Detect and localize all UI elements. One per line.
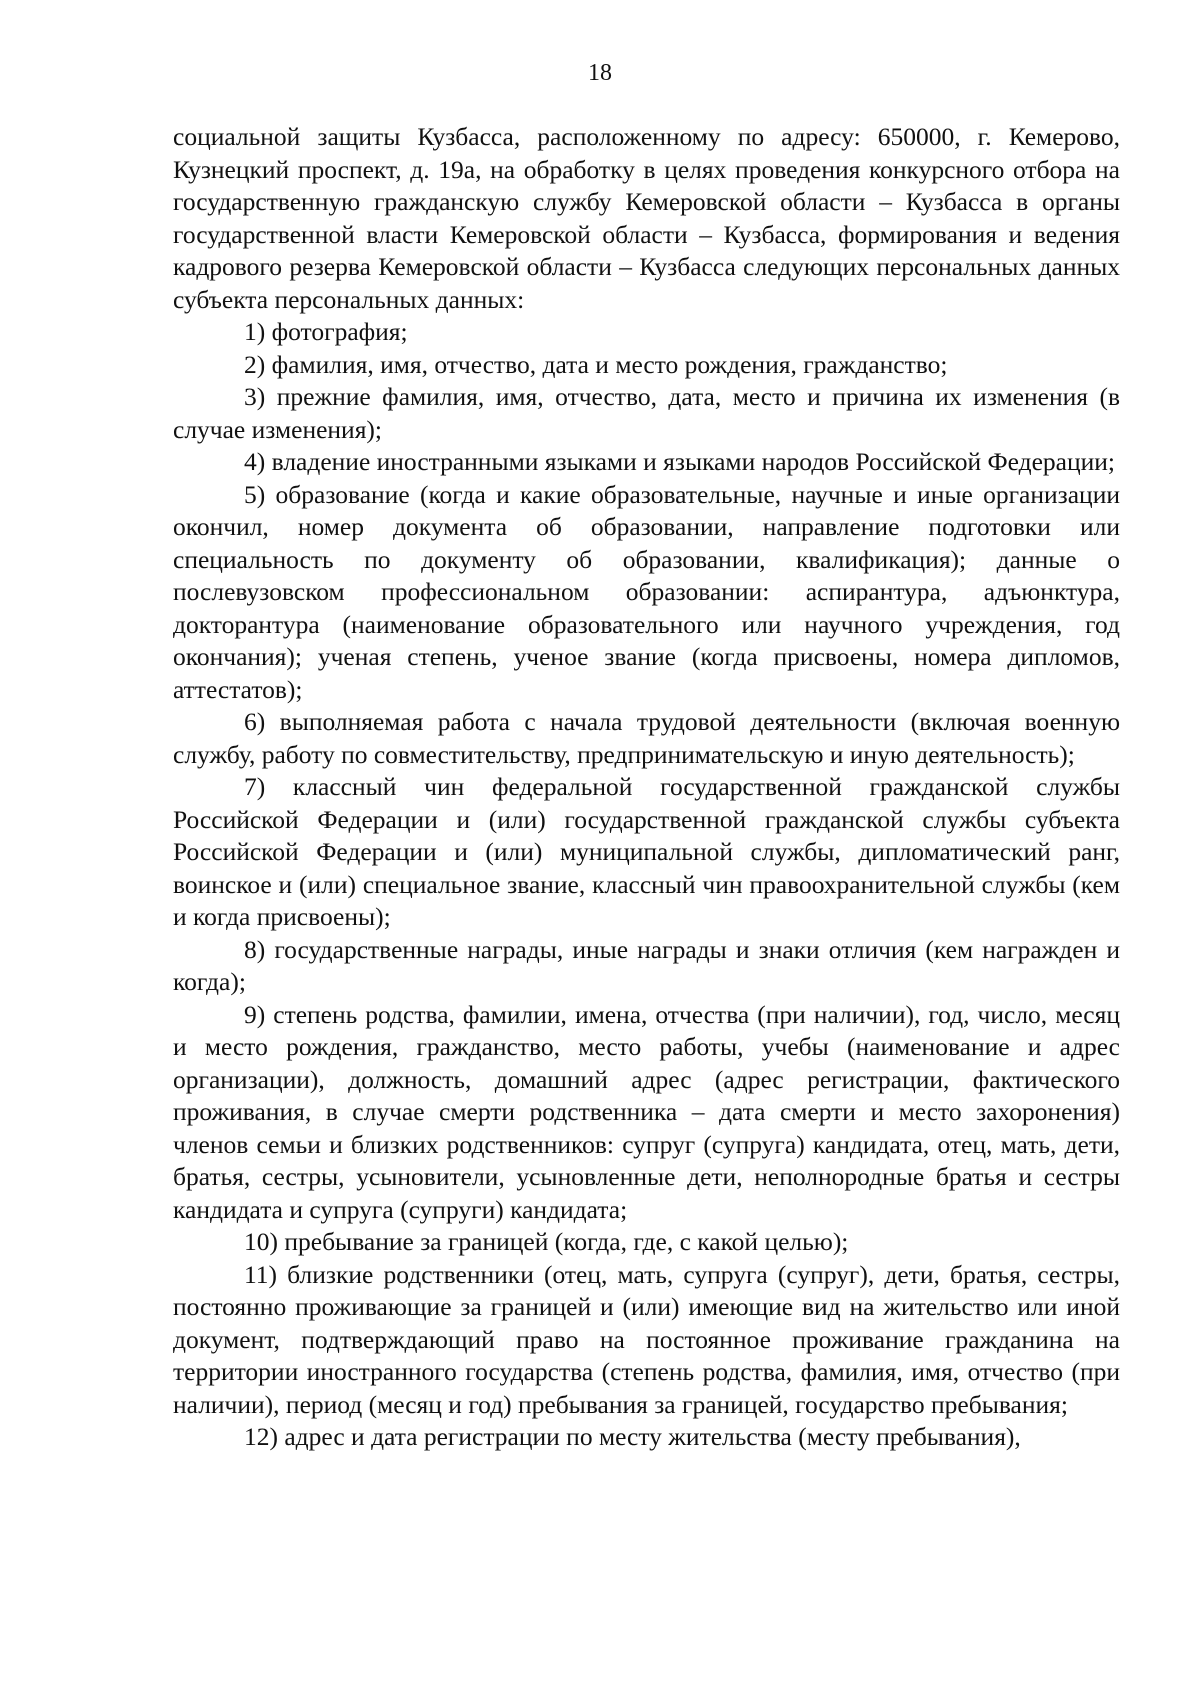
page-number: 18 — [588, 60, 612, 86]
document-body — [173, 121, 1120, 1454]
list-item-10: 10) пребывание за границей (когда, где, с какой целью); — [244, 1227, 849, 1256]
list-item-1: 1) фотография; — [244, 317, 408, 346]
list-item-7: 7) классный чин федеральной государственной гражданской службы Российской Федерации и (или) государственной гражданской службы субъекта Российской Федерации и (или) муниципальной службы, дипломатический ранг, воинское и (или) специальное звание, классный чин правоохранительной службы (кем и когда присвоены); — [173, 772, 1120, 931]
list-item-12: 12) адрес и дата регистрации по месту жительства (месту пребывания), — [244, 1422, 1021, 1451]
list-item-5: 5) образование (когда и какие образовательные, научные и иные организации окончил, номер документа об образовании, направление подготовки или специальность по документу об образовании, квалификация); данные о послевузовском профессиональном образовании: аспирантура, адъюнктура, докторантура (наименование образовательного или научного учреждения, год окончания); ученая степень, ученое звание (когда присвоены, номера дипломов, аттестатов); — [173, 479, 1120, 704]
list-item-3: 3) прежние фамилия, имя, отчество, дата, место и причина их изменения (в случае изменения); — [173, 382, 1120, 444]
intro-paragraph: социальной защиты Кузбасса, расположенному по адресу: 650000, г. Кемерово, Кузнецкий проспект, д. 19а, на обработку в целях проведения конкурсного отбора на государственную гражданскую службу Кемеровской области – Кузбасса в органы государственной власти Кемеровской области – Кузбасса, формирования и ведения кадрового резерва Кемеровской области – Кузбасса следующих персональных данных субъекта персональных данных: — [173, 122, 1120, 314]
list-item-11: 11) близкие родственники (отец, мать, супруга (супруг), дети, братья, сестры, постоянно проживающие за границей и (или) имеющие вид на жительство или иной документ, подтверждающий право на постоянное проживание гражданина на территории иностранного государства (степень родства, фамилия, имя, отчество (при наличии), период (месяц и год) пребывания за границей, государство пребывания; — [173, 1259, 1120, 1419]
list-item-8: 8) государственные награды, иные награды и знаки отличия (кем награжден и когда); — [173, 934, 1120, 996]
list-item-9: 9) степень родства, фамилии, имена, отчества (при наличии), год, число, месяц и место рождения, гражданство, место работы, учебы (наименование и адрес организации), должность, домашний адрес (адрес регистрации, фактического проживания, в случае смерти родственника – дата смерти и место захоронения) членов семьи и близких родственников: супруг (супруга) кандидата, отец, мать, дети, братья, сестры, усыновители, усыновленные дети, неполнородные братья и сестры кандидата и супруга (супруги) кандидата; — [173, 999, 1120, 1224]
list-item-4: 4) владение иностранными языками и языками народов Российской Федерации; — [244, 447, 1116, 476]
list-item-6: 6) выполняемая работа с начала трудовой деятельности (включая военную службу, работу по совместительству, предпринимательскую и иную деятельность); — [173, 707, 1120, 769]
list-item-2: 2) фамилия, имя, отчество, дата и место рождения, гражданство; — [244, 349, 948, 379]
